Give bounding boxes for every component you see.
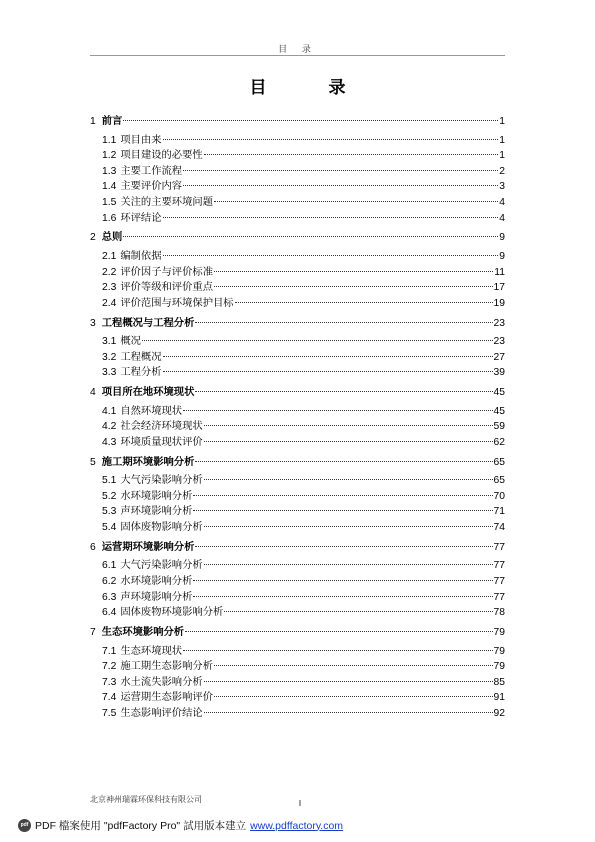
toc-section[interactable] <box>90 280 505 296</box>
toc-section-page: 27 <box>493 351 505 363</box>
toc-section[interactable] <box>90 211 505 227</box>
toc-section-page: 9 <box>499 250 505 262</box>
toc-section[interactable] <box>90 590 505 606</box>
table-of-contents <box>90 114 505 722</box>
toc-section-page: 17 <box>493 282 505 294</box>
toc-section-page: 19 <box>493 297 505 309</box>
dot-leader <box>204 425 493 426</box>
toc-section-title: 编制依据 <box>120 249 162 262</box>
toc-section-title: 环境质量现状评价 <box>120 435 203 448</box>
toc-section-number: 4.2 <box>102 421 117 433</box>
toc-chapter-page: 77 <box>493 541 505 553</box>
toc-chapter-title: 生态环境影响分析 <box>101 625 185 638</box>
toc-section-page: 71 <box>493 506 505 518</box>
toc-section-title: 自然环境现状 <box>120 404 183 417</box>
toc-section[interactable] <box>90 148 505 164</box>
toc-section-title: 评价因子与评价标准 <box>120 265 213 278</box>
toc-section-title: 大气污染影响分析 <box>120 559 203 572</box>
toc-section-title: 评价等级和评价重点 <box>120 281 213 294</box>
toc-section-page: 4 <box>499 212 505 224</box>
header-rule <box>90 55 505 56</box>
toc-section-title: 大气污染影响分析 <box>120 474 203 487</box>
toc-section-number: 2.3 <box>102 282 117 294</box>
toc-chapter[interactable] <box>90 540 505 556</box>
toc-section[interactable] <box>90 334 505 350</box>
toc-section-page: 65 <box>493 475 505 487</box>
toc-section-page: 77 <box>493 575 505 587</box>
toc-chapter-title: 运营期环境影响分析 <box>101 540 195 553</box>
toc-chapter-title: 前言 <box>101 115 123 127</box>
toc-chapter[interactable] <box>90 625 505 641</box>
dot-leader <box>195 546 492 547</box>
toc-section[interactable] <box>90 504 505 520</box>
toc-section-number: 2.4 <box>102 297 117 309</box>
running-header: 目 录 <box>278 45 317 55</box>
toc-section-page: 4 <box>499 196 505 208</box>
toc-section-number: 5.4 <box>102 522 117 533</box>
toc-chapter[interactable] <box>90 114 505 130</box>
toc-chapter-title: 项目所在地环境现状 <box>101 386 195 399</box>
toc-section-page: 85 <box>493 676 505 688</box>
toc-section-title: 固体废物影响分析 <box>120 521 203 533</box>
toc-section[interactable] <box>90 164 505 180</box>
toc-section-page: 79 <box>493 661 505 673</box>
toc-section[interactable] <box>90 179 505 195</box>
footer-company: 北京神州瑞霖环保科技有限公司 <box>90 795 202 804</box>
toc-section-number: 7.1 <box>102 645 117 657</box>
dot-leader <box>204 681 493 682</box>
dot-leader <box>214 665 493 666</box>
watermark-link[interactable]: www.pdffactory.com <box>250 819 344 832</box>
toc-section-title: 项目由来 <box>120 133 162 146</box>
toc-chapter-page: 1 <box>499 116 505 127</box>
toc-section-page: 11 <box>494 266 505 278</box>
dot-leader <box>163 371 493 372</box>
toc-chapter-page: 79 <box>493 626 505 638</box>
toc-section[interactable] <box>90 195 505 211</box>
toc-section[interactable] <box>90 404 505 420</box>
dot-leader <box>214 271 493 272</box>
toc-section-page: 77 <box>493 560 505 572</box>
toc-section[interactable] <box>90 706 505 722</box>
dot-leader <box>195 461 492 462</box>
toc-section-number: 4.3 <box>102 436 117 448</box>
toc-chapter-page: 45 <box>493 387 505 399</box>
dot-leader <box>204 479 493 480</box>
toc-section-page: 62 <box>493 436 505 448</box>
toc-chapter-title: 总则 <box>101 231 123 244</box>
toc-section-page: 1 <box>499 150 505 162</box>
dot-leader <box>195 322 492 323</box>
dot-leader <box>204 154 499 155</box>
toc-section-number: 6.2 <box>102 575 117 587</box>
toc-section-number: 1.1 <box>102 134 117 146</box>
pdf-watermark <box>18 818 343 833</box>
toc-section-number: 2.2 <box>102 266 117 278</box>
toc-section-title: 工程概况 <box>120 350 162 363</box>
toc-section-number: 3.3 <box>102 367 117 379</box>
toc-section-number: 1.3 <box>102 165 117 177</box>
toc-section-page: 39 <box>493 367 505 379</box>
toc-section-title: 水土流失影响分析 <box>120 675 203 688</box>
toc-section-title: 生态影响评价结论 <box>120 706 203 719</box>
toc-section-title: 主要工作流程 <box>120 164 183 177</box>
toc-section-title: 生态环境现状 <box>120 644 183 657</box>
dot-leader <box>204 526 493 527</box>
toc-section-title: 工程分析 <box>120 366 162 379</box>
dot-leader <box>163 139 499 140</box>
dot-leader <box>142 340 493 341</box>
toc-chapter-number: 1 <box>90 116 96 127</box>
dot-leader <box>193 596 492 597</box>
toc-section-page: 2 <box>499 165 505 177</box>
toc-section[interactable] <box>90 520 505 536</box>
toc-section-number: 7.5 <box>102 707 117 719</box>
toc-section-page: 59 <box>493 421 505 433</box>
dot-leader <box>185 631 492 632</box>
toc-section[interactable] <box>90 473 505 489</box>
toc-section[interactable] <box>90 265 505 281</box>
toc-section-title: 运营期生态影响评价 <box>120 691 213 704</box>
toc-chapter-number: 6 <box>90 541 96 553</box>
toc-section[interactable] <box>90 133 505 149</box>
toc-section[interactable] <box>90 435 505 451</box>
toc-section[interactable] <box>90 675 505 691</box>
toc-section-number: 7.2 <box>102 661 117 673</box>
dot-leader <box>195 391 492 392</box>
dot-leader <box>183 185 498 186</box>
dot-leader <box>193 510 492 511</box>
toc-section[interactable] <box>90 296 505 312</box>
toc-chapter[interactable] <box>90 230 505 246</box>
toc-chapter-page: 9 <box>499 232 505 244</box>
toc-section[interactable] <box>90 249 505 265</box>
toc-chapter-page: 23 <box>493 317 505 329</box>
toc-section-title: 评价范围与环境保护目标 <box>120 296 234 309</box>
toc-section-number: 1.2 <box>102 150 117 162</box>
toc-section-page: 77 <box>493 591 505 603</box>
toc-section-number: 6.1 <box>102 560 117 572</box>
toc-section-number: 2.1 <box>102 250 117 262</box>
dot-leader <box>163 356 493 357</box>
toc-section-page: 79 <box>493 645 505 657</box>
toc-section-title: 水环境影响分析 <box>120 489 193 502</box>
toc-chapter[interactable] <box>90 316 505 332</box>
toc-section-number: 1.4 <box>102 181 117 193</box>
toc-section-title: 施工期生态影响分析 <box>120 660 213 673</box>
toc-section-title: 环评结论 <box>120 211 162 224</box>
dot-leader <box>193 495 492 496</box>
toc-section[interactable] <box>90 489 505 505</box>
pdffactory-logo-icon: pdf <box>18 819 31 832</box>
toc-section[interactable] <box>90 350 505 366</box>
toc-chapter-number: 2 <box>90 232 96 244</box>
dot-leader <box>204 564 493 565</box>
toc-section-number: 5.1 <box>102 475 117 487</box>
toc-section[interactable] <box>90 365 505 381</box>
toc-chapter-number: 4 <box>90 387 96 399</box>
toc-section[interactable] <box>90 558 505 574</box>
toc-section-number: 7.4 <box>102 692 117 704</box>
toc-section-title: 社会经济环境现状 <box>120 420 203 433</box>
toc-section-title: 主要评价内容 <box>120 180 183 193</box>
toc-section-number: 5.3 <box>102 506 117 518</box>
dot-leader <box>193 580 492 581</box>
toc-chapter-number: 7 <box>90 626 96 638</box>
dot-leader <box>123 236 498 237</box>
dot-leader <box>224 611 492 612</box>
toc-section-number: 6.4 <box>102 607 117 619</box>
dot-leader <box>123 120 498 121</box>
dot-leader <box>163 217 499 218</box>
toc-section[interactable] <box>90 605 505 621</box>
toc-section[interactable] <box>90 419 505 435</box>
toc-chapter[interactable] <box>90 455 505 471</box>
toc-section-number: 3.2 <box>102 351 117 363</box>
toc-section-title: 概况 <box>120 335 141 348</box>
toc-section-title: 固体废物环境影响分析 <box>120 606 224 619</box>
footer-page-number: I <box>298 799 302 808</box>
toc-section-page: 78 <box>493 607 505 619</box>
toc-section-page: 92 <box>493 707 505 719</box>
toc-section-page: 23 <box>493 336 505 348</box>
toc-section-number: 3.1 <box>102 336 117 348</box>
toc-section-page: 1 <box>499 134 505 146</box>
dot-leader <box>235 302 493 303</box>
toc-section-title: 项目建设的必要性 <box>120 149 203 162</box>
toc-section[interactable] <box>90 574 505 590</box>
dot-leader <box>214 201 498 202</box>
toc-chapter-number: 3 <box>90 317 96 329</box>
toc-section-title: 声环境影响分析 <box>120 505 193 518</box>
page-title: 目 录 <box>249 78 374 98</box>
toc-section-number: 6.3 <box>102 591 117 603</box>
toc-section-number: 5.2 <box>102 490 117 502</box>
toc-section-number: 1.5 <box>102 196 117 208</box>
toc-section-page: 91 <box>493 692 505 704</box>
toc-section-number: 1.6 <box>102 212 117 224</box>
toc-section-number: 7.3 <box>102 676 117 688</box>
toc-section-page: 3 <box>499 181 505 193</box>
toc-section-title: 水环境影响分析 <box>120 574 193 587</box>
toc-section[interactable] <box>90 659 505 675</box>
dot-leader <box>214 286 493 287</box>
watermark-text: PDF 檔案使用 "pdfFactory Pro" 試用版本建立 <box>35 820 247 832</box>
toc-section-page: 74 <box>493 522 505 533</box>
toc-section-page: 70 <box>493 490 505 502</box>
toc-section-title: 关注的主要环境问题 <box>120 195 213 208</box>
dot-leader <box>214 696 493 697</box>
dot-leader <box>163 255 499 256</box>
toc-section[interactable] <box>90 644 505 660</box>
toc-chapter-page: 65 <box>493 456 505 468</box>
toc-section[interactable] <box>90 690 505 706</box>
dot-leader <box>204 712 493 713</box>
dot-leader <box>204 441 493 442</box>
dot-leader <box>183 410 492 411</box>
toc-chapter-number: 5 <box>90 456 96 468</box>
dot-leader <box>183 650 492 651</box>
dot-leader <box>183 170 498 171</box>
toc-section-title: 声环境影响分析 <box>120 590 193 603</box>
toc-chapter-title: 施工期环境影响分析 <box>101 455 195 468</box>
toc-chapter[interactable] <box>90 385 505 401</box>
toc-section-number: 4.1 <box>102 405 117 417</box>
toc-section-page: 45 <box>493 405 505 417</box>
toc-chapter-title: 工程概况与工程分析 <box>101 316 195 329</box>
